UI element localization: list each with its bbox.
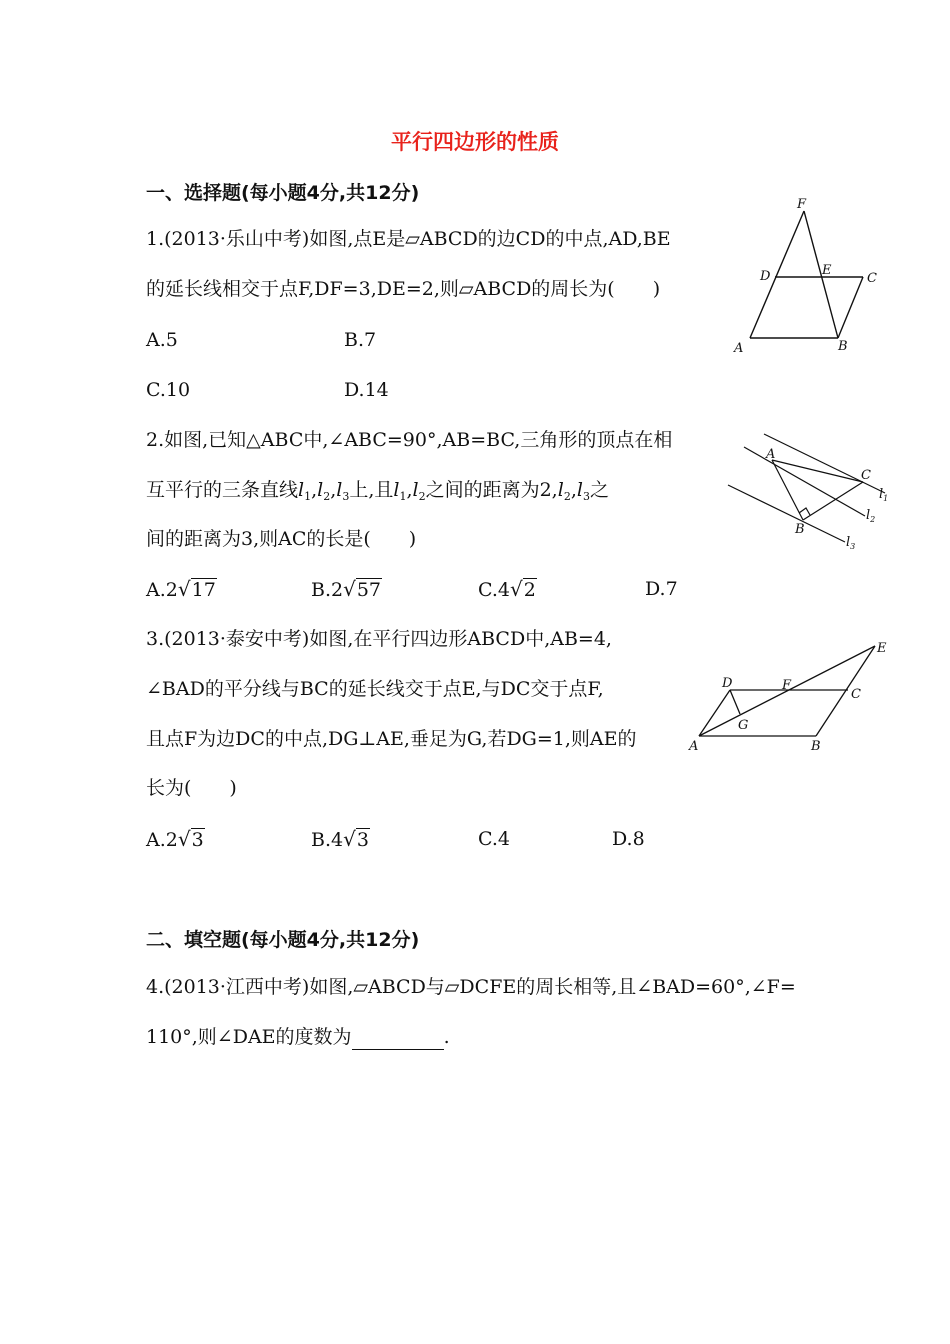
- q2-line1: 2.如图,已知△ABC中,∠ABC=90°,AB=BC,三角形的顶点在相: [146, 429, 673, 451]
- q2-option-a: A.2√17: [146, 577, 216, 601]
- q3-line4: 长为( ): [146, 777, 237, 799]
- q2-line-l1: [764, 434, 885, 493]
- q1-label-f: F: [797, 197, 807, 212]
- q3-option-b: B.4√3: [311, 827, 369, 851]
- q3-line-AD: [699, 690, 730, 736]
- q2-label-l1: $l_1$: [879, 487, 889, 503]
- page-title: 平行四边形的性质: [391, 130, 559, 154]
- q2-label-l3: $l_3$: [846, 535, 856, 551]
- q1-line-FB: [804, 211, 838, 338]
- q1-option-c: C.10: [146, 379, 191, 401]
- q1-line-FA: [750, 211, 804, 338]
- q3-option-a: A.2√3: [146, 827, 204, 851]
- q1-line1: 1.(2013·乐山中考)如图,点E是▱ABCD的边CD的中点,AD,BE: [146, 228, 671, 250]
- sqrt-2: √2: [510, 577, 536, 601]
- q1-label-e: E: [822, 263, 832, 278]
- q3-line3: 且点F为边DC的中点,DG⊥AE,垂足为G,若DG=1,则AE的: [146, 728, 637, 750]
- q2-label-c: C: [861, 468, 871, 483]
- q2-label-a: A: [766, 447, 776, 462]
- q1-line-BC: [838, 277, 863, 338]
- q1-label-d: D: [760, 269, 771, 284]
- section-heading-fill: 二、填空题(每小题4分,共12分): [146, 929, 420, 951]
- sqrt-3: √3: [177, 827, 204, 851]
- q1-option-b: B.7: [344, 329, 377, 351]
- q1-label-c: C: [867, 271, 877, 286]
- section-heading-choice: 一、选择题(每小题4分,共12分): [146, 182, 420, 204]
- q2-right-angle-mark: [799, 508, 810, 515]
- q3-line-BE: [816, 646, 875, 736]
- q1-label-a: A: [734, 341, 744, 356]
- q2-line-l2: [744, 447, 865, 516]
- q3-line1: 3.(2013·泰安中考)如图,在平行四边形ABCD中,AB=4,: [146, 628, 612, 650]
- q1-line2: 的延长线相交于点F,DF=3,DE=2,则▱ABCD的周长为( ): [146, 278, 661, 300]
- q3-line-DG: [730, 690, 740, 714]
- q3-label-b: B: [811, 739, 821, 754]
- q3-line2: ∠BAD的平分线与BC的延长线交于点E,与DC交于点F,: [146, 678, 604, 700]
- q3-label-g: G: [738, 718, 749, 733]
- q2-option-d: D.7: [645, 578, 678, 600]
- q2-label-l2: $l_2$: [866, 508, 876, 524]
- q1-label-b: B: [838, 339, 848, 354]
- q2-line2: 互平行的三条直线$l_1,l_2,l_3$上,且$l_1,l_2$之间的距离为$2,l_2,l_3$之: [146, 479, 609, 503]
- q3-label-c: C: [851, 687, 861, 702]
- q4-line2: 110°,则∠DAE的度数为 .: [146, 1026, 450, 1048]
- q4-answer-blank[interactable]: [352, 1029, 444, 1050]
- q2-side-ab: [772, 460, 803, 520]
- q3-label-a: A: [689, 739, 699, 754]
- q2-line-l3: [728, 485, 845, 542]
- q3-label-e: E: [877, 641, 887, 656]
- sqrt-57: √57: [343, 577, 382, 601]
- q1-option-a: A.5: [146, 329, 178, 351]
- q3-option-d: D.8: [612, 828, 645, 850]
- q2-label-b: B: [795, 522, 805, 537]
- q3-figure: [686, 636, 896, 758]
- q3-label-f: F: [782, 678, 792, 693]
- sqrt-3: √3: [343, 827, 369, 851]
- q2-option-b: B.2√57: [311, 577, 382, 601]
- q2-figure: [720, 424, 900, 556]
- q3-option-c: C.4: [478, 828, 510, 850]
- sqrt-17: √17: [177, 577, 216, 601]
- q2-option-c: C.4√2: [478, 577, 536, 601]
- q2-line3: 间的距离为3,则AC的长是( ): [146, 528, 417, 550]
- q1-option-d: D.14: [344, 379, 389, 401]
- q2-side-bc: [803, 482, 863, 520]
- q3-label-d: D: [722, 676, 733, 691]
- q1-figure: [725, 192, 895, 362]
- q4-line1: 4.(2013·江西中考)如图,▱ABCD与▱DCFE的周长相等,且∠BAD=60°,∠F=: [146, 976, 796, 998]
